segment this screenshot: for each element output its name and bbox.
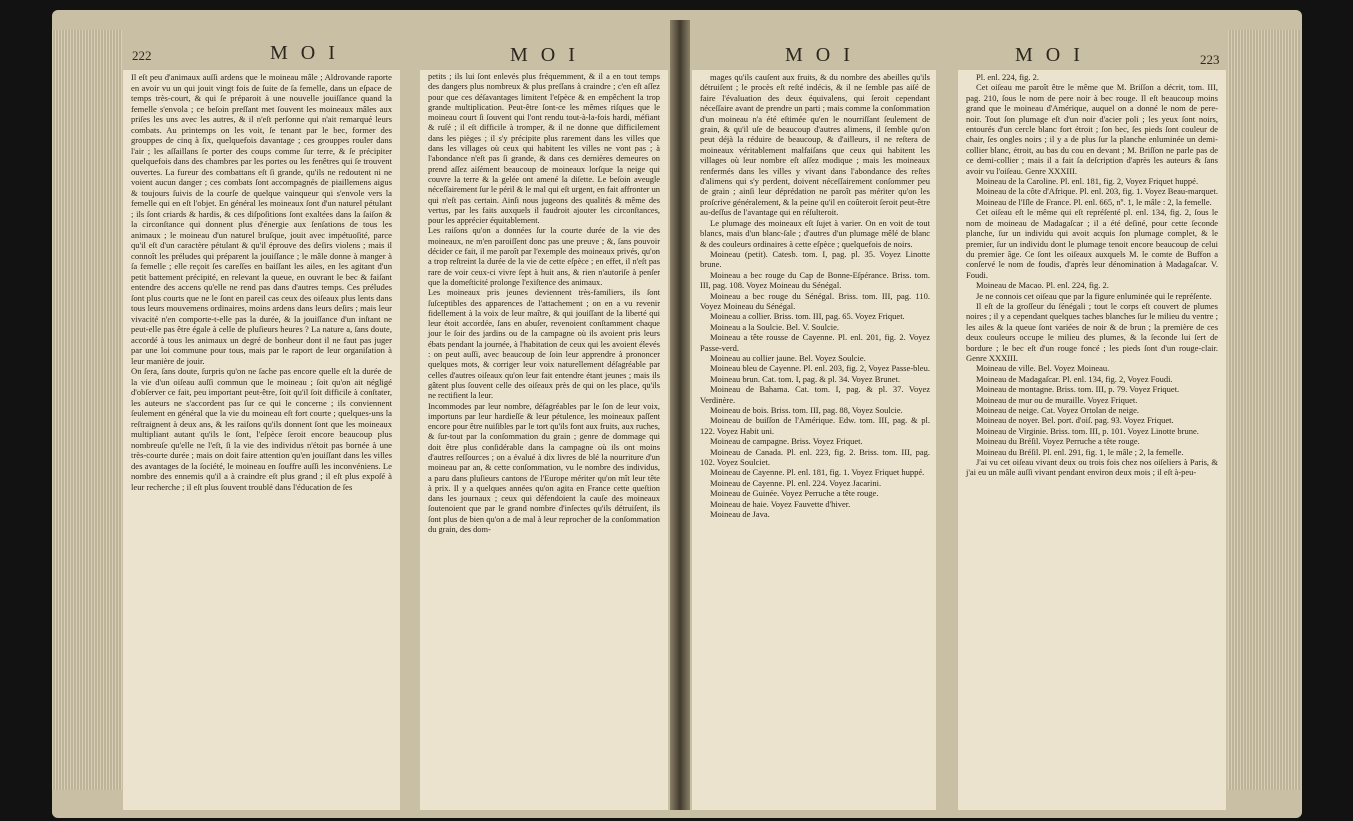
left-page-number: 222 [132, 48, 152, 63]
right-column-2 [958, 70, 1226, 810]
left-col2-paragraph-1: petits ; ils lui ſont enlevés plus fréquemment, & il a en tout temps des dangers plus nombreux & plus preſſans à craindre ; c'en eſt aſſez pour que ces déſavantages limitent l'eſpèce & en empêchent la trop grande multiplication. Peut-être ſont-ce les mêmes riſques que le moineau court ſi ſouvent qui l'ont rendu tout-à-la-fois hardi, méfiant & ruſé ; il eſt difficile à tromper, & il ne donne que difficilement dans les pièges ; il s'y précipite plus rarement dans les villes que dans les villages où ceux qui habitent les villes ne vont pas ; à l'abondance n'eſt pas ſi grande, & dans ces dernières demeures on prend aſſez aiſément beaucoup de moineaux lorſque la neige qui couvre la terre & la gelée ont amené la diſette. Le beſoin aveugle néceſſairement ſur le péril & le mal qui eſt urgent, en fait affronter un qui n'eſt pas certain. Ainſi nous jugeons des qualités & même des vertus, par les faits auxquels il faudroit ajouter les circonſtances, pour les apprécier équitablement. [428, 72, 660, 226]
dictionary-entry: Il eſt de la groſſeur du ſénégali ; tout le corps eſt couvert de plumes noires ; il y a cependant quelques taches blanches ſur le milieu du ventre ; les ailes & la queue ſont variées de noir & de brun ; la première de ces deux couleurs occupe le milieu des plumes, & la ſeconde lui ſert de bordure ; le bec eſt d'un rouge foncé ; les pieds ſont d'un rouge-clair. Genre XXXIII. [966, 300, 1218, 363]
right-running-title: M O I [785, 44, 854, 66]
dictionary-entry: Moineau a tête rousse de Cayenne. Pl. enl. 201, fig. 2. Voyez Passe-verd. [700, 332, 930, 353]
dictionary-entry: Moineau de mur ou de muraille. Voyez Friquet. [976, 394, 1138, 405]
right-running-title-col2: M O I [1015, 44, 1084, 66]
dictionary-entry: J'ai vu cet oiſeau vivant deux ou trois fois chez nos oiſeliers à Paris, & j'ai eu un mâle auſſi vivant pendant environ deux mois ; il eſt à-peu- [966, 457, 1218, 478]
dictionary-entry: Cet oiſeau eſt le même qui eſt repréſenté pl. enl. 134, fig. 2, ſous le nom de moineau de Madagaſcar ; il a été deſiné, pour cette ſeconde planche, ſur un individu qui avoit acquis ſon plumage complet, & le premier, ſur un individu dont le plumage tenoit encore beaucoup de celui du premier âge. Ce ſont les oiſeaux auxquels M. le comte de Buffon a conſervé le nom de foudis, d'après leur dénomination à Madagaſcar. V. Foudi. [966, 207, 1218, 280]
dictionary-entry: mages qu'ils cauſent aux fruits, & du nombre des abeilles qu'ils détruiſent ; le procès eſt reſté indécis, & il ne ſemble pas aiſé de faire l'évaluation des deux équivalens, qui ſeroit cependant néceſſaire avant de prendre un parti ; mais comme la conſommation d'un moineau n'a été eſtimée qu'en le nourriſſant ſeulement de grain, & qu'il uſe de beaucoup d'autres alimens, il ſemble qu'on peut déjà la réduire de beaucoup, & d'ailleurs, il ne reſtera de moineaux véritablement malfaiſans que ceux qui habitent les villages où leur nombre eſt aſſez modique ; mais les moineaux renfermés dans les villes y vivant dans l'abondance des reſtes d'alimens qui s'y perdent, doivent néceſſairement conſommer peu de grain ; ainſi leur déprédation ne paroît pas mériter qu'on les proſcrive généralement, & la peine qu'il en coûteroit ſeroit peut-être au-deſſus de l'avantage qui en réſulteroit. [700, 72, 930, 218]
left-col2-paragraph-3: Les moineaux pris jeunes deviennent très-familiers, ils ſont ſuſceptibles des apparences de l'attachement ; on en a vu revenir fidellement à la voix de leur maître, & qui jouiſſant de la liberté qui leur étoit accordée, ſans en abuſer, revenoient conſtamment chaque jour le ſoir des jardins ou de la campagne où ils avoient pris leurs ébats pendant la journée, à l'habitation de ceux qui les avoient élevés : on peut auſſi, avec beaucoup de ſoin leur apprendre à prononcer quelques mots, & corriger leur voix naturellement déſagréable par celles d'autres oiſeaux qu'on leur fait entendre étant jeunes ; mais ils gâtent plus ſouvent celle des oiſeaux près de qui on les place, qu'ils ne rectifient la leur. [428, 288, 660, 401]
left-column-1 [123, 70, 400, 810]
dictionary-entry: Moineau brun. Cat. tom. I, pag. & pl. 34. Voyez Brunet. [710, 373, 900, 384]
left-col2-paragraph-2: Les raiſons qu'on a données ſur la courte durée de la vie des moineaux, ne m'en paroiſſent donc pas une preuve ; &, ſans pouvoir décider ce fait, il me paroît par l'exemple des moineaux privés, qu'on a trop reſtreint la durée de la vie de cette eſpèce ; en effet, il n'eſt pas rare de voir ceux-ci vivre ſept à huit ans, & rien n'autoriſe à penſer que la domeſticité prolonge l'exiſtence des animaux. [428, 226, 660, 287]
dictionary-entry: Moineau de neige. Cat. Voyez Ortolan de neige. [976, 405, 1140, 415]
dictionary-entry: Moineau du Bréſil. Voyez Perruche a tête rouge. [976, 436, 1140, 447]
dictionary-entry: Moineau de buiſſon de l'Amérique. Edw. tom. III, pag. & pl. 122. Voyez Habit uni. [700, 415, 930, 436]
left-running-title-col2: M O I [510, 44, 579, 66]
dictionary-entry: Cet oiſeau me paroît être le même que M. Briſſon a décrit, tom. III, pag. 210, ſous le nom de pere noir à bec rouge. Il eſt beaucoup moins grand que le moineau d'Amérique, auquel on a donné le nom de pere-noir. Tout ſon plumage eſt d'un noir d'acier poli ; les yeux ſont noirs, entourés d'un cercle blanc fort étroit ; ſon bec, ſes pieds ſont couleur de chair, ſes ongles noirs ; il y a de plus ſur la planche enluminée un demi-collier blanc, étroit, au bas du cou en devant ; M. Briſſon ne parle pas de ce demi-collier ; mais il a fait ſa deſcription d'après les auteurs & ſans avoir vu l'oiſeau. Genre XXXIII. [966, 82, 1218, 176]
left-column-2 [420, 70, 668, 810]
dictionary-entry: Moineau de la côte d'Afrique. Pl. enl. 203, fig. 1. Voyez Beau-marquet. [976, 186, 1218, 197]
dictionary-entry: Moineau de noyer. Bel. port. d'oiſ. pag. 93. Voyez Friquet. [976, 415, 1174, 426]
right-col2-entries [958, 70, 1226, 478]
left-col1-paragraph-2: On ſera, ſans doute, ſurpris qu'on ne ſache pas encore quelle eſt la durée de la vie d'un oiſeau auſſi commun que le moineau ; ſoit qu'on ait négligé d'obſerver ce fait, peu important peut-être, ſoit qu'il ſoit difficile à conſtater, les auteurs ne s'accordent pas ſur ce qui le concerne ; ils conviennent ſeulement en général que la vie du moineau eſt fort courte ; quelques-uns la reſtraignent à deux ans, & les raiſons qu'ils donnent ſont que les moineaux multipliant autant qu'ils le ſont, l'eſpèce ſeroit encore beaucoup plus nombreuſe qu'elle ne l'eſt, ſi la vie des individus n'étoit pas bornée à une très-courte durée ; mais on doit faire attention qu'en jouiſſant dans les villes des avantages de la ſociété, le moineau en ſouffre auſſi les inconvéniens. Le nombre des ennemis qu'il a à craindre eſt plus grand ; il eſt plus expoſé à leur recherche ; il eſt plus ſouvent troublé dans l'éducation de ſes [131, 366, 392, 492]
dictionary-entry: Moineau a collier. Briss. tom. III, pag. 65. Voyez Friquet. [710, 311, 905, 322]
dictionary-entry: Moineau de Cayenne. Pl. enl. 181, fig. 1. Voyez Friquet huppé. [710, 467, 925, 478]
dictionary-entry: Moineau de Virginie. Briss. tom. III, p. 101. Voyez Linotte brune. [976, 425, 1199, 436]
right-page-number: 223 [1200, 52, 1220, 67]
book-gutter [670, 20, 690, 810]
dictionary-entry: Moineau de Cayenne. Pl. enl. 224. Voyez Jacarini. [710, 477, 882, 488]
dictionary-entry: Moineau de Canada. Pl. enl. 223, fig. 2. Briss. tom. III, pag. 102. Voyez Soulciet. [700, 446, 930, 468]
dictionary-entry: Pl. enl. 224, fig. 2. [976, 72, 1040, 82]
right-col1-entries [692, 70, 936, 519]
dictionary-entry: Moineau de campagne. Briss. Voyez Friquet. [710, 436, 863, 447]
dictionary-entry: Moineau (petit). Catesb. tom. I, pag. pl. 35. Voyez Linotte brune. [700, 248, 930, 270]
dictionary-entry: Moineau au collier jaune. Bel. Voyez Soulcie. [710, 352, 866, 363]
left-col2-paragraph-4: Incommodes par leur nombre, déſagréables par le ſon de leur voix, importuns par leur hardieſſe & leur pétulence, les moineaux paſſent encore pour être nuiſibles par le tort qu'ils font aux fruits, aux ruches, & ſur-tout par la conſommation du grain ; genre de dommage qui doit être plus conſidérable dans la campagne où ils ont moins d'autres reſſources ; on a évalué à dix livres de blé la nourriture d'un moineau par an, & cette conſommation, vu le nombre des individus, a paru dans pluſieurs cantons de l'Europe mériter qu'on mît leur tête à prix. Il y a quelques années qu'on agita en France cette queſtion dans les journaux ; ceux qui défendoient la cauſe des moineaux ſoutenoient que par le grand nombre d'inſectes qu'ils détruiſent, ils ſont plus de bien qu'on a de mal à leur reprocher de la conſommation du grain, des dom- [428, 401, 660, 535]
dictionary-entry: Moineau de Guinée. Voyez Perruche a tête rouge. [710, 488, 879, 499]
dictionary-entry: Moineau de la Caroline. Pl. enl. 181, fig. 2, Voyez Friquet huppé. [976, 176, 1199, 187]
dictionary-entry: Moineau de haie. Voyez Fauvette d'hiver. [710, 498, 851, 509]
dictionary-entry: Moineau a bec rouge du Cap de Bonne-Eſpérance. Briss. tom. III, pag. 108. Voyez Moineau du Sénégal. [700, 269, 930, 291]
right-page-edges [1228, 30, 1300, 790]
dictionary-entry: Le plumage des moineaux eſt ſujet à varier. On en voit de tout blancs, mais d'un blanc-ſale ; d'autres d'un plumage mêlé de blanc & des couleurs ordinaires à cette eſpèce ; quelquefois de noirs. [700, 217, 930, 249]
dictionary-entry: Moineau a bec rouge du Sénégal. Briss. tom. III, pag. 110. Voyez Moineau du Sénégal. [700, 290, 930, 311]
dictionary-entry: Moineau bleu de Cayenne. Pl. enl. 203, fig. 2, Voyez Passe-bleu. [710, 363, 930, 374]
dictionary-entry: Moineau de ville. Bel. Voyez Moineau. [976, 363, 1110, 374]
left-running-title: M O I [270, 42, 339, 64]
dictionary-entry: Moineau du Bréſil. Pl. enl. 291, fig. 1, le mâle ; 2, la femelle. [976, 446, 1184, 457]
dictionary-entry: Moineau de montagne. Briss. tom. III, p. 79. Voyez Friquet. [976, 384, 1180, 395]
left-page-edges [52, 30, 122, 790]
dictionary-entry: Je ne connois cet oiſeau que par la figure enluminée qui le repréſente. [976, 290, 1212, 301]
right-column-1 [692, 70, 936, 810]
dictionary-entry: Moineau a la Soulcie. Bel. V. Soulcie. [710, 321, 840, 332]
dictionary-entry: Moineau de bois. Briss. tom. III, pag. 88, Voyez Soulcie. [710, 405, 903, 415]
dictionary-entry: Moineau de Java. [710, 509, 770, 520]
dictionary-entry: Moineau de l'Iſle de France. Pl. enl. 665, nº. 1, le mâle : 2, la femelle. [976, 196, 1212, 207]
left-col1-paragraph-1: Il eſt peu d'animaux auſſi ardens que le moineau mâle ; Aldrovande raporte en avoir vu un qui jouit vingt fois de ſuite de ſa femelle, dans un eſpace de temps très-court, & qui ſe préparoit à une nouvelle jouiſſance quand la femelle s'envola ; ce beſoin preſſant met ſouvent les moineaux mâles aux priſes les uns avec les autres, & il n'eſt perſonne qui n'ait remarqué leurs combats. Au printemps on les voit, ſe tenant par le bec, former des grouppes de cinq à ſix, quelquefois davantage ; ces grouppes rouler dans l'air ; les aſſaillans ſe porter des coups comme ſur terre, & ſe précipiter quelquefois dans des chambres par les portes ou les fenêtres qui ſe trouvent ouvertes. La fureur des combattans eſt ſi grande, qu'ils ne redoutent ni ne voient aucun danger ; ces combats ſont accompagnés de piaillemens aigus & toujours ſuivis de la courſe de quelque vainqueur qui s'envole vers la femelle qui en eſt l'objet. En général les moineaux ſont d'un naturel pétulant ; ils ſont criards & hardis, & ces diſpoſitions ſont exaltées dans la ſaiſon & la circonſtance qui donnent plus d'énergie aux ſenſations de tous les animaux ; le moineau d'un naturel bruſque, jouit avec impétuoſité, parce qu'il eſt d'un caractère pétulant & qu'il éprouve des deſirs violens ; mais il connoît les préludes qui préparent la jouiſſance ; le mâle donne à manger à ſa femelle ; elle reçoit ſes careſſes en baiſſant les ailes, en les agitant d'un petit battement précipité, en relevant la queue, en ouvrant le bec & faiſant entendre des accens qu'elle ne rend pas dans d'autres temps. Ces préludes ſont plus courts que ne le ſont en pareil cas ceux des oiſeaux plus lents dans tous leurs mouvemens ordinaires, moins ardens dans leurs deſirs ; mais leur vivacité n'en comporte-t-elle pas la durée, & la jouiſſance d'un inſtant ne peut-elle pas être égale à celle de pluſieurs heures ? La nature a, ſans doute, accordé à tous les animaux un degré de bonheur dont il ne faut pas juger par une loi commune pour tous, mais par le raport de leur organiſation à leur manière de jouir. [131, 72, 392, 366]
dictionary-entry: Moineau de Madagaſcar. Pl. enl. 134, fig. 2, Voyez Foudi. [976, 373, 1173, 384]
dictionary-entry: Moineau de Bahama. Cat. tom. I, pag. & pl. 37. Voyez Verdinère. [700, 384, 930, 405]
dictionary-entry: Moineau de Macao. Pl. enl. 224, fig. 2. [976, 280, 1109, 291]
